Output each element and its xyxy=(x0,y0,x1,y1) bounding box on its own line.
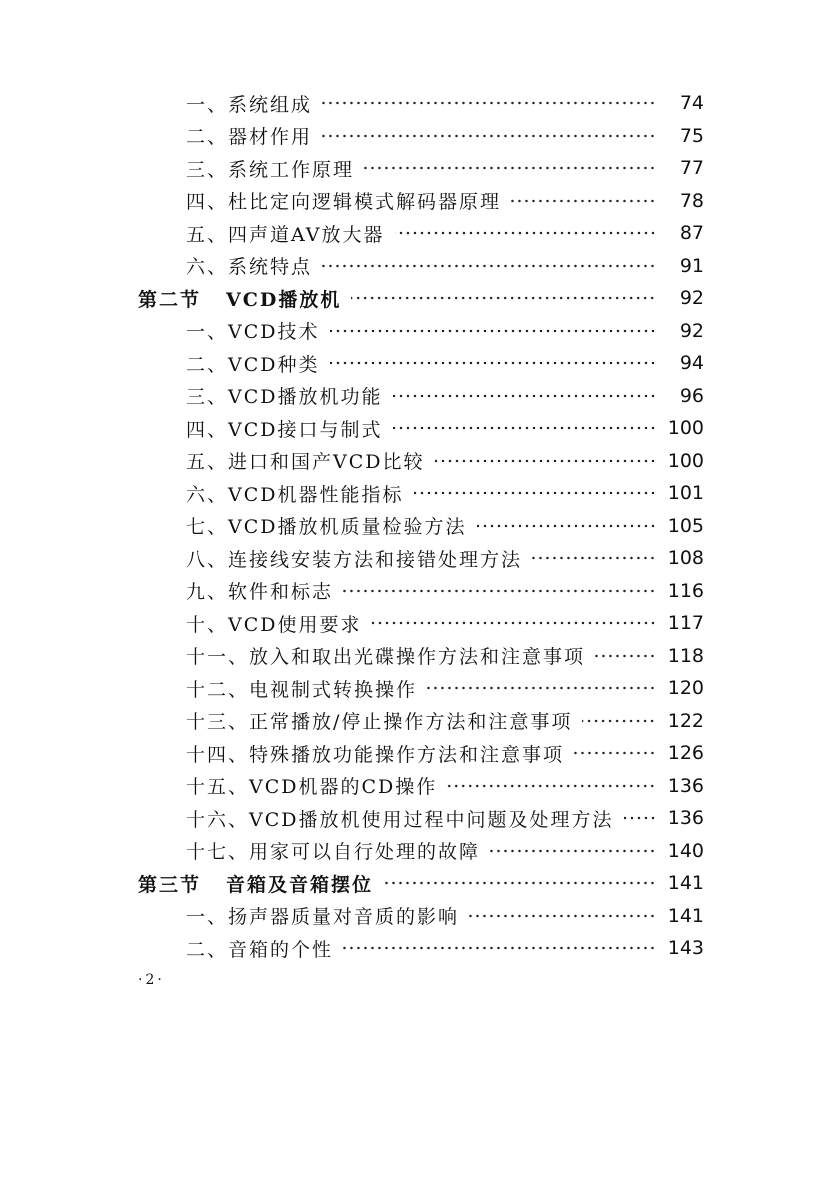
entry-text: 进口和国产VCD比较 xyxy=(228,451,425,474)
page-number: 136 xyxy=(667,807,704,830)
dot-leader xyxy=(595,654,656,658)
page-number: 96 xyxy=(679,384,704,407)
page-number: 94 xyxy=(679,352,704,375)
dot-leader xyxy=(532,556,656,560)
page-number: 91 xyxy=(679,254,704,277)
dot-leader xyxy=(427,686,656,690)
entry-text: 杜比定向逻辑模式解码器原理 xyxy=(228,191,502,214)
page-number: 74 xyxy=(679,92,704,115)
page-number: 100 xyxy=(667,449,704,472)
entry-text: 放入和取出光碟操作方法和注意事项 xyxy=(249,646,586,669)
entry-text: VCD机器性能指标 xyxy=(228,483,404,506)
entry-title xyxy=(186,155,354,182)
entry-text: 正常播放/停止操作方法和注意事项 xyxy=(249,711,573,734)
entry-text: VCD播放机功能 xyxy=(228,386,383,409)
page-number: 87 xyxy=(679,222,704,245)
section-title: 音箱及音箱摆位 xyxy=(226,873,374,896)
entry-text: VCD接口与制式 xyxy=(228,418,383,441)
page-number: 78 xyxy=(679,189,704,212)
entry-title xyxy=(186,122,312,149)
entry-text: 扬声器质量对音质的影响 xyxy=(228,906,460,929)
toc-entry xyxy=(0,542,834,575)
entry-number: 六、 xyxy=(186,256,229,279)
dot-leader xyxy=(447,784,656,788)
dot-leader xyxy=(330,361,656,365)
toc-entry xyxy=(0,932,834,965)
dot-leader xyxy=(322,101,656,105)
entry-title xyxy=(186,350,320,377)
entry-title xyxy=(186,740,564,767)
toc-entry xyxy=(0,380,834,413)
page-number: 120 xyxy=(667,677,704,700)
entry-title xyxy=(186,837,480,864)
toc-entry xyxy=(0,185,834,218)
toc-entry xyxy=(0,87,834,120)
toc-entry xyxy=(0,120,834,153)
toc-entry xyxy=(0,607,834,640)
entry-text: 连接线安装方法和接错处理方法 xyxy=(228,548,523,571)
toc-entry xyxy=(0,802,834,835)
page-folio: ·2· xyxy=(138,972,165,988)
entry-text: 系统工作原理 xyxy=(228,158,355,181)
dot-leader xyxy=(469,914,656,918)
entry-number: 十五、 xyxy=(186,776,250,799)
page-number: 141 xyxy=(667,872,704,895)
page-number: 140 xyxy=(667,839,704,862)
entry-title xyxy=(186,480,404,507)
dot-leader xyxy=(322,134,656,138)
toc-entry xyxy=(0,640,834,673)
section-number: 第三节 xyxy=(138,873,202,896)
page-number: 116 xyxy=(667,579,704,602)
toc-entry xyxy=(0,250,834,283)
toc-entry xyxy=(0,705,834,738)
section-title: VCD播放机 xyxy=(226,288,342,311)
page-number: 118 xyxy=(667,644,704,667)
toc-entry xyxy=(0,152,834,185)
entry-title xyxy=(186,252,312,279)
entry-text: 特殊播放功能操作方法和注意事项 xyxy=(249,743,565,766)
entry-number: 十七、 xyxy=(186,841,250,864)
dot-leader xyxy=(435,459,656,463)
toc-entry xyxy=(0,575,834,608)
dot-leader xyxy=(364,166,656,170)
dot-leader xyxy=(477,524,656,528)
dot-leader xyxy=(574,751,656,755)
entry-number: 五、 xyxy=(186,223,229,246)
entry-number: 三、 xyxy=(186,386,229,409)
entry-number: 一、 xyxy=(186,906,229,929)
entry-text: 电视制式转换操作 xyxy=(249,678,418,701)
entry-text: 四声道AV放大器 xyxy=(228,223,385,246)
entry-text: VCD技术 xyxy=(228,321,320,344)
entry-title xyxy=(186,675,417,702)
entry-text: VCD播放机质量检验方法 xyxy=(228,516,467,539)
toc-entry xyxy=(0,217,834,250)
entry-number: 三、 xyxy=(186,158,229,181)
entry-title xyxy=(186,772,437,799)
dot-leader xyxy=(393,426,656,430)
page-number: 117 xyxy=(667,612,704,635)
toc-entry xyxy=(0,412,834,445)
entry-title xyxy=(186,447,425,474)
entry-title xyxy=(186,610,362,637)
page-number: 143 xyxy=(667,937,704,960)
entry-title xyxy=(186,577,333,604)
entry-number: 九、 xyxy=(186,581,229,604)
entry-number: 七、 xyxy=(186,516,229,539)
page-number: 136 xyxy=(667,774,704,797)
entry-number: 十一、 xyxy=(186,646,250,669)
dot-leader xyxy=(343,589,656,593)
page-number: 75 xyxy=(679,124,704,147)
entry-number: 六、 xyxy=(186,483,229,506)
entry-title xyxy=(186,187,501,214)
dot-leader xyxy=(395,231,656,235)
dot-leader xyxy=(511,199,656,203)
entry-text: 系统特点 xyxy=(228,256,313,279)
toc-entry xyxy=(0,835,834,868)
entry-number: 四、 xyxy=(186,418,229,441)
dot-leader xyxy=(330,329,656,333)
dot-leader xyxy=(351,296,656,300)
dot-leader xyxy=(414,491,656,495)
entry-number: 十三、 xyxy=(186,711,250,734)
entry-title xyxy=(186,90,312,117)
entry-text: VCD播放机使用过程中问题及处理方法 xyxy=(249,808,614,831)
page-number: 122 xyxy=(667,709,704,732)
toc-entry xyxy=(0,770,834,803)
toc-entry xyxy=(0,510,834,543)
entry-number: 二、 xyxy=(186,353,229,376)
page-number: 108 xyxy=(667,547,704,570)
entry-number: 十二、 xyxy=(186,678,250,701)
page-number: 77 xyxy=(679,157,704,180)
entry-text: 器材作用 xyxy=(228,126,313,149)
entry-title xyxy=(186,317,320,344)
page-number: 92 xyxy=(679,287,704,310)
page-number: 141 xyxy=(667,904,704,927)
entry-number: 二、 xyxy=(186,126,229,149)
toc-entry xyxy=(0,900,834,933)
entry-text: VCD机器的CD操作 xyxy=(249,776,438,799)
entry-title xyxy=(138,870,373,897)
entry-title xyxy=(186,545,522,572)
dot-leader xyxy=(372,621,656,625)
dot-leader xyxy=(582,719,656,723)
dot-leader xyxy=(393,394,656,398)
entry-text: 系统组成 xyxy=(228,93,313,116)
page-number: 101 xyxy=(667,482,704,505)
entry-title xyxy=(186,935,333,962)
page-number: 100 xyxy=(667,417,704,440)
entry-title xyxy=(186,642,585,669)
page-number: 105 xyxy=(667,514,704,537)
entry-title xyxy=(138,285,341,312)
dot-leader xyxy=(624,816,656,820)
entry-title xyxy=(186,805,614,832)
entry-number: 五、 xyxy=(186,451,229,474)
entry-number: 二、 xyxy=(186,938,229,961)
toc-entry xyxy=(0,347,834,380)
toc-entry xyxy=(0,737,834,770)
entry-text: 音箱的个性 xyxy=(228,938,334,961)
toc-entry xyxy=(0,477,834,510)
entry-title xyxy=(186,220,385,247)
section-number: 第二节 xyxy=(138,288,202,311)
toc-entry xyxy=(0,672,834,705)
entry-title xyxy=(186,512,467,539)
entry-text: VCD种类 xyxy=(228,353,320,376)
entry-title xyxy=(186,415,383,442)
dot-leader xyxy=(490,849,656,853)
toc-entry xyxy=(0,315,834,348)
entry-number: 十四、 xyxy=(186,743,250,766)
page-number: 92 xyxy=(679,319,704,342)
table-of-contents xyxy=(0,87,834,965)
toc-section-heading xyxy=(0,867,834,900)
entry-title xyxy=(186,382,383,409)
toc-section-heading xyxy=(0,282,834,315)
entry-text: 用家可以自行处理的故障 xyxy=(249,841,481,864)
entry-title xyxy=(186,902,459,929)
entry-title xyxy=(186,707,572,734)
entry-number: 一、 xyxy=(186,93,229,116)
entry-number: 八、 xyxy=(186,548,229,571)
entry-number: 十六、 xyxy=(186,808,250,831)
toc-entry xyxy=(0,445,834,478)
entry-number: 十、 xyxy=(186,613,229,636)
dot-leader xyxy=(383,881,656,885)
dot-leader xyxy=(322,264,656,268)
entry-text: VCD使用要求 xyxy=(228,613,362,636)
entry-number: 四、 xyxy=(186,191,229,214)
entry-number: 一、 xyxy=(186,321,229,344)
entry-text: 软件和标志 xyxy=(228,581,334,604)
dot-leader xyxy=(343,946,656,950)
page-number: 126 xyxy=(667,742,704,765)
